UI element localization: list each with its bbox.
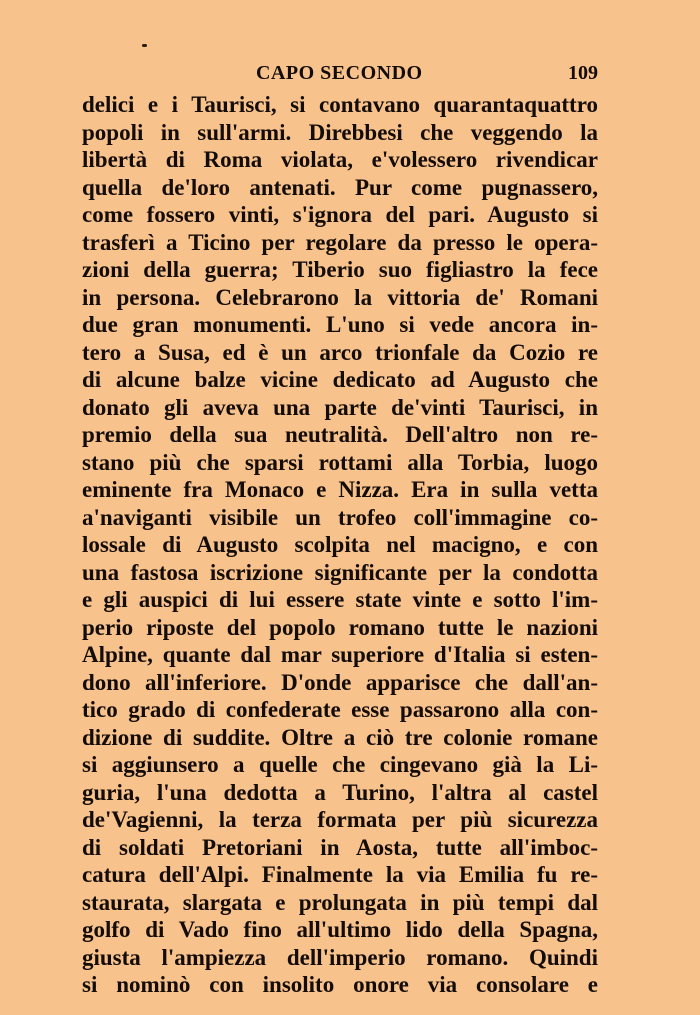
text-line: catura dell'Alpi. Finalmente la via Emilia fu re- (82, 862, 598, 887)
page-header (82, 62, 598, 90)
text-line: dono all'inferiore. D'onde apparisce che dall'an- (82, 669, 598, 695)
text-line: popoli in sull'armi. Direbbesi che veggendo la (82, 119, 598, 145)
text-line: de'Vagienni, la terza formata per più sicurezza (82, 807, 598, 832)
text-line: come fossero vinti, s'ignora del pari. Augusto si (82, 202, 598, 227)
text-line: guria, l'una dedotta a Turino, l'altra al castel (82, 779, 598, 805)
text-line: donato gli aveva una parte de'vinti Taurisci, in (82, 394, 598, 420)
text-line: lossale di Augusto scolpita nel macigno, e con (82, 532, 598, 557)
book-page (82, 0, 598, 1015)
text-line: eminente fra Monaco e Nizza. Era in sulla vetta (82, 477, 598, 502)
text-line: trasferì a Ticino per regolare da presso le opera- (82, 229, 598, 255)
body-text (82, 91, 598, 999)
text-line: perio riposte del popolo romano tutte le nazioni (82, 614, 598, 640)
text-line: in persona. Celebrarono la vittoria de' Romani (82, 284, 598, 310)
text-line: Alpine, quante dal mar superiore d'Italia si esten- (82, 642, 598, 667)
text-line: quella de'loro antenati. Pur come pugnassero, (82, 174, 598, 200)
text-line: dizione di suddite. Oltre a ciò tre colonie romane (82, 724, 598, 750)
running-head: CAPO SECONDO (256, 62, 423, 84)
text-line: e gli auspici di lui essere state vinte e sotto l'im- (82, 587, 598, 612)
text-line: giusta l'ampiezza dell'imperio romano. Quindi (82, 944, 598, 970)
text-line: staurata, slargata e prolungata in più tempi dal (82, 889, 598, 915)
text-line: di soldati Pretoriani in Aosta, tutte all'imboc- (82, 834, 598, 860)
text-line: zioni della guerra; Tiberio suo figliastro la fece (82, 257, 598, 282)
text-line: due gran monumenti. L'uno si vede ancora in- (82, 312, 598, 337)
text-line: si nominò con insolito onore via consolare e (82, 972, 598, 997)
text-line: di alcune balze vicine dedicato ad Augusto che (82, 367, 598, 392)
text-line: golfo di Vado fino all'ultimo lido della Spagna, (82, 917, 598, 942)
text-line: premio della sua neutralità. Dell'altro non re- (82, 422, 598, 447)
text-line: tico grado di confederate esse passarono alla con- (82, 697, 598, 722)
text-line: a'naviganti visibile un trofeo coll'immagine co- (82, 504, 598, 530)
text-line: una fastosa iscrizione significante per la condotta (82, 559, 598, 585)
text-line: stano più che sparsi rottami alla Torbia, luogo (82, 449, 598, 475)
text-line: delici e i Taurisci, si contavano quarantaquattro (82, 92, 598, 117)
page-number: 109 (568, 62, 598, 84)
text-line: libertà di Roma violata, e'volessero rivendicar (82, 147, 598, 172)
text-line: tero a Susa, ed è un arco trionfale da Cozio re (82, 339, 598, 365)
text-line: si aggiunsero a quelle che cingevano già la Li- (82, 752, 598, 777)
